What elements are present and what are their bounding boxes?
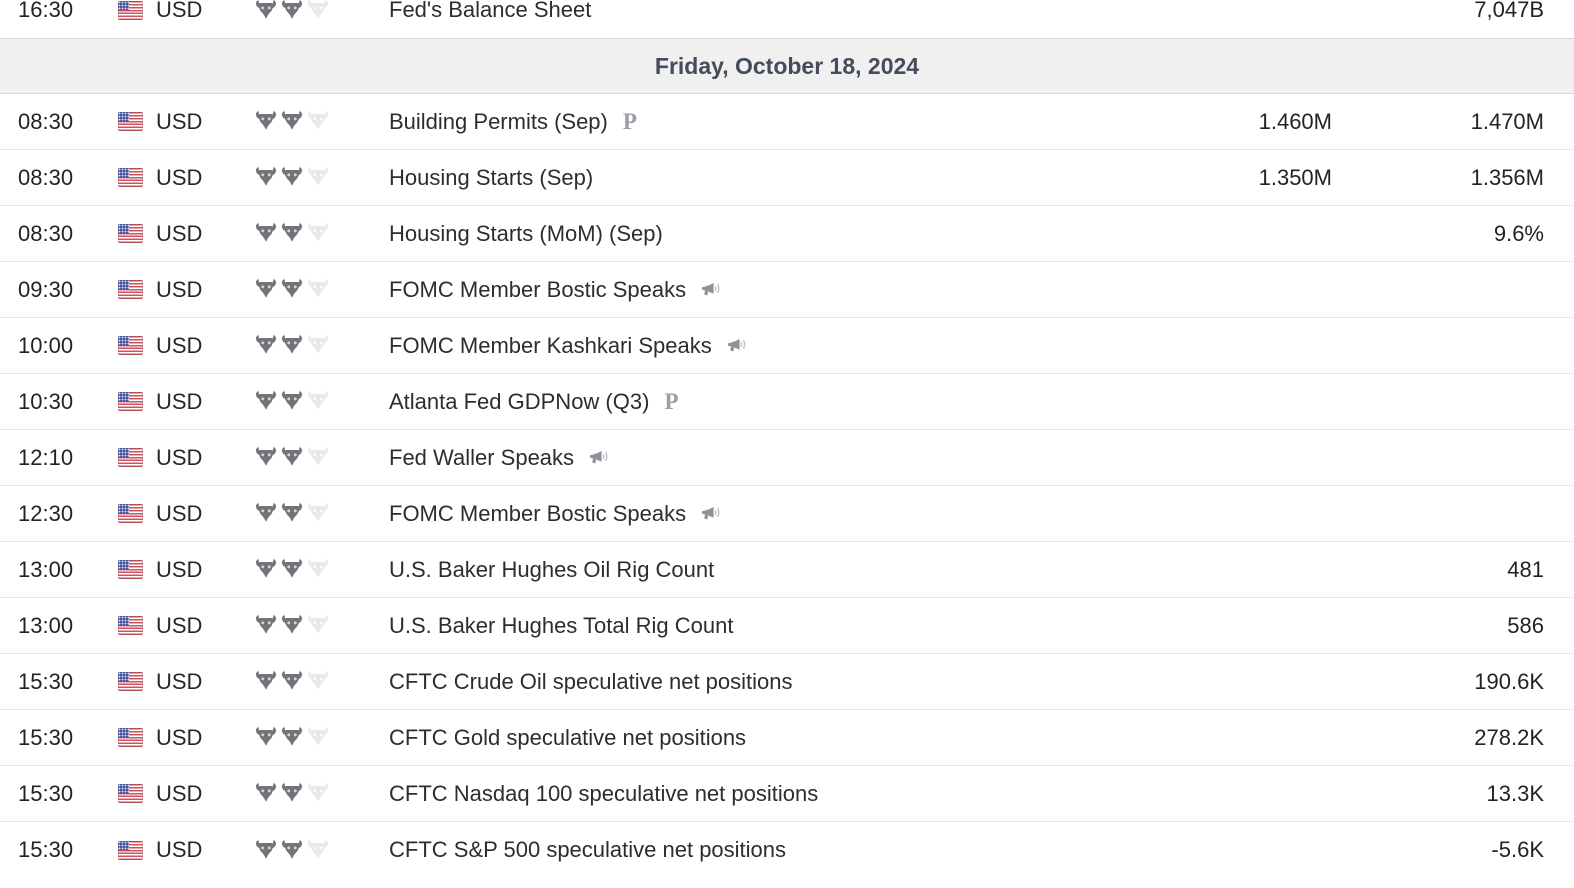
importance-rating: [254, 840, 389, 861]
currency-cell: [118, 389, 254, 415]
importance-rating: [254, 167, 389, 188]
previous-day-rows: [0, 0, 1574, 38]
previous-value: 1.356M: [1470, 164, 1544, 190]
currency-label: USD: [156, 500, 203, 526]
event-row[interactable]: [0, 374, 1574, 430]
importance-rating: [254, 727, 389, 748]
event-time: 16:30: [18, 0, 74, 22]
event-row[interactable]: [0, 598, 1574, 654]
importance-rating: [254, 335, 389, 356]
event-time: 15:30: [18, 837, 74, 862]
date-header-label: Friday, October 18, 2024: [654, 52, 920, 79]
bull-icon: [306, 335, 330, 356]
bull-icon: [306, 615, 330, 636]
importance-rating: [254, 447, 389, 468]
event-name[interactable]: CFTC S&P 500 speculative net positions: [389, 837, 787, 862]
currency-cell: [118, 0, 254, 23]
event-time: 09:30: [18, 276, 74, 302]
importance-rating: [254, 615, 389, 636]
bull-icon: [254, 223, 278, 244]
bull-icon: [306, 447, 330, 468]
previous-value: 9.6%: [1493, 220, 1544, 246]
currency-cell: [118, 501, 254, 527]
event-row[interactable]: [0, 150, 1574, 206]
event-time: 10:30: [18, 388, 74, 414]
us-flag-icon: [118, 841, 143, 860]
bull-icon: [254, 391, 278, 412]
us-flag-icon: [118, 336, 143, 355]
us-flag-icon: [118, 392, 143, 411]
bull-icon: [306, 391, 330, 412]
event-row[interactable]: [0, 430, 1574, 486]
event-name[interactable]: U.S. Baker Hughes Total Rig Count: [389, 612, 734, 638]
event-name[interactable]: Fed's Balance Sheet: [389, 0, 592, 22]
event-time: 13:00: [18, 556, 74, 582]
previous-value: 1.470M: [1470, 108, 1544, 134]
bull-icon: [280, 840, 304, 861]
event-name[interactable]: Housing Starts (Sep): [389, 164, 594, 190]
importance-rating: [254, 279, 389, 300]
bull-icon: [254, 727, 278, 748]
bull-icon: [254, 671, 278, 692]
currency-label: USD: [156, 668, 203, 694]
event-row[interactable]: [0, 0, 1574, 38]
currency-cell: [118, 781, 254, 807]
bull-icon: [280, 503, 304, 524]
event-name[interactable]: FOMC Member Bostic Speaks: [389, 276, 687, 302]
bull-icon: [306, 559, 330, 580]
event-name[interactable]: Building Permits (Sep): [389, 108, 608, 134]
currency-label: USD: [156, 164, 203, 190]
currency-cell: [118, 669, 254, 695]
megaphone-icon: [725, 337, 748, 355]
importance-rating: [254, 783, 389, 804]
importance-rating: [254, 503, 389, 524]
event-name[interactable]: Atlanta Fed GDPNow (Q3): [389, 388, 650, 414]
bull-icon: [254, 279, 278, 300]
previous-value: 190.6K: [1474, 668, 1544, 694]
currency-label: USD: [156, 556, 203, 582]
currency-label: USD: [156, 220, 203, 246]
currency-cell: [118, 165, 254, 191]
currency-cell: [118, 109, 254, 135]
event-time: 08:30: [18, 108, 74, 134]
currency-label: USD: [156, 612, 203, 638]
bull-icon: [280, 447, 304, 468]
importance-rating: [254, 111, 389, 132]
importance-rating: [254, 391, 389, 412]
currency-label: USD: [156, 724, 203, 750]
friday-rows: [0, 94, 1574, 878]
bull-icon: [254, 615, 278, 636]
event-name[interactable]: U.S. Baker Hughes Oil Rig Count: [389, 556, 715, 582]
bull-icon: [306, 111, 330, 132]
megaphone-icon: [699, 281, 722, 299]
event-row[interactable]: [0, 318, 1574, 374]
bull-icon: [254, 111, 278, 132]
event-row[interactable]: [0, 206, 1574, 262]
bull-icon: [254, 503, 278, 524]
currency-cell: [118, 221, 254, 247]
date-header: [0, 38, 1574, 94]
us-flag-icon: [118, 280, 143, 299]
previous-value: 7,047B: [1474, 0, 1544, 22]
event-row[interactable]: [0, 822, 1574, 878]
us-flag-icon: [118, 1, 143, 20]
preliminary-icon: P: [622, 109, 637, 134]
bull-icon: [254, 0, 278, 21]
bull-icon: [280, 167, 304, 188]
importance-rating: [254, 559, 389, 580]
us-flag-icon: [118, 616, 143, 635]
event-name[interactable]: Fed Waller Speaks: [389, 444, 575, 470]
bull-icon: [306, 0, 330, 21]
bull-icon: [254, 335, 278, 356]
bull-icon: [254, 167, 278, 188]
preliminary-icon: P: [664, 389, 679, 414]
event-name[interactable]: CFTC Crude Oil speculative net positions: [389, 668, 793, 694]
event-time: 08:30: [18, 220, 74, 246]
event-name[interactable]: Housing Starts (MoM) (Sep): [389, 220, 663, 246]
currency-cell: [118, 613, 254, 639]
currency-cell: [118, 557, 254, 583]
us-flag-icon: [118, 504, 143, 523]
us-flag-icon: [118, 448, 143, 467]
event-name[interactable]: CFTC Gold speculative net positions: [389, 724, 747, 750]
currency-label: USD: [156, 837, 203, 862]
bull-icon: [306, 840, 330, 861]
forecast-value: 1.460M: [1258, 108, 1332, 134]
event-time: 15:30: [18, 668, 74, 694]
event-time: 10:00: [18, 332, 74, 358]
bull-icon: [306, 167, 330, 188]
bull-icon: [280, 783, 304, 804]
bull-icon: [280, 559, 304, 580]
forecast-value: 1.350M: [1258, 164, 1332, 190]
bull-icon: [254, 447, 278, 468]
us-flag-icon: [118, 672, 143, 691]
currency-cell: [118, 445, 254, 471]
bull-icon: [306, 727, 330, 748]
event-row[interactable]: [0, 94, 1574, 150]
previous-value: 13.3K: [1486, 780, 1544, 806]
currency-cell: [118, 837, 254, 863]
us-flag-icon: [118, 168, 143, 187]
event-row[interactable]: [0, 542, 1574, 598]
currency-label: USD: [156, 388, 203, 414]
bull-icon: [306, 279, 330, 300]
currency-label: USD: [156, 276, 203, 302]
previous-value: 278.2K: [1474, 724, 1544, 750]
event-row[interactable]: [0, 710, 1574, 766]
previous-value: 586: [1507, 612, 1544, 638]
bull-icon: [280, 391, 304, 412]
bull-icon: [306, 671, 330, 692]
event-row[interactable]: [0, 486, 1574, 542]
currency-label: USD: [156, 444, 203, 470]
currency-cell: [118, 277, 254, 303]
event-time: 08:30: [18, 164, 74, 190]
event-row[interactable]: [0, 654, 1574, 710]
bull-icon: [280, 335, 304, 356]
previous-value: 481: [1507, 556, 1544, 582]
currency-cell: [118, 725, 254, 751]
us-flag-icon: [118, 728, 143, 747]
bull-icon: [280, 0, 304, 21]
bull-icon: [280, 671, 304, 692]
event-name[interactable]: CFTC Nasdaq 100 speculative net positions: [389, 780, 819, 806]
bull-icon: [306, 503, 330, 524]
currency-cell: [118, 333, 254, 359]
event-name[interactable]: FOMC Member Bostic Speaks: [389, 500, 687, 526]
bull-icon: [280, 279, 304, 300]
us-flag-icon: [118, 224, 143, 243]
currency-label: USD: [156, 0, 203, 22]
bull-icon: [306, 783, 330, 804]
event-time: 15:30: [18, 780, 74, 806]
us-flag-icon: [118, 560, 143, 579]
megaphone-icon: [587, 449, 610, 467]
bull-icon: [280, 727, 304, 748]
bull-icon: [280, 615, 304, 636]
us-flag-icon: [118, 112, 143, 131]
bull-icon: [254, 783, 278, 804]
previous-value: -5.6K: [1491, 837, 1544, 862]
event-time: 13:00: [18, 612, 74, 638]
event-time: 15:30: [18, 724, 74, 750]
bull-icon: [254, 840, 278, 861]
importance-rating: [254, 671, 389, 692]
bull-icon: [280, 223, 304, 244]
event-row[interactable]: [0, 766, 1574, 822]
bull-icon: [254, 559, 278, 580]
event-row[interactable]: [0, 262, 1574, 318]
event-time: 12:30: [18, 500, 74, 526]
currency-label: USD: [156, 108, 203, 134]
bull-icon: [306, 223, 330, 244]
bull-icon: [280, 111, 304, 132]
importance-rating: [254, 0, 389, 21]
us-flag-icon: [118, 784, 143, 803]
currency-label: USD: [156, 780, 203, 806]
currency-label: USD: [156, 332, 203, 358]
event-time: 12:10: [18, 444, 74, 470]
importance-rating: [254, 223, 389, 244]
event-name[interactable]: FOMC Member Kashkari Speaks: [389, 332, 712, 358]
megaphone-icon: [699, 505, 722, 523]
